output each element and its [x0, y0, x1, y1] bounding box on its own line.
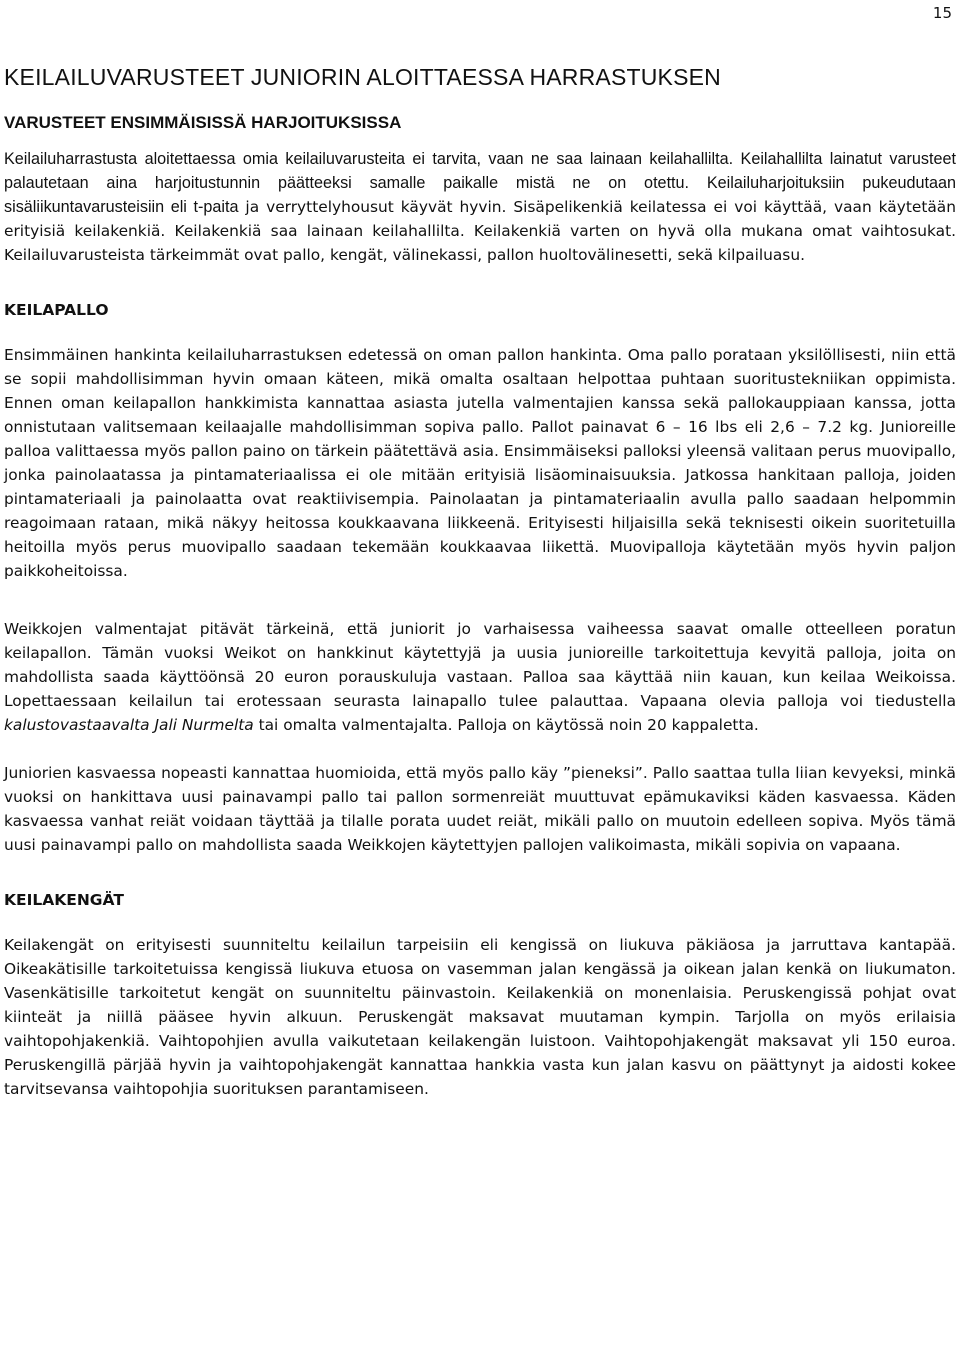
intro-text-part2: ja verryttelyhousut käyvät hyvin. Sisäpelikenkiä keilatessa ei voi käyttää, vaan käytetään erityisiä keilakenkiä. Keilakenkiä saa lainaan keilahallilta. Keilakenkiä varten on hyvä olla mukana omat vaihtosukat. Keilailuvarusteista tärkeimmät ovat pallo, kengät, välinekassi, pallon huoltovälinesetti, sekä kilpailuasu.: [4, 198, 956, 264]
heading-keilapallo: KEILAPALLO: [4, 301, 109, 319]
shoes-paragraph-1: Keilakengät on erityisesti suunniteltu keilailun tarpeisiin eli kengissä on liukuva päkiäosa ja jarruttava kantapää. Oikeakätisille tarkoitetuissa kengissä liukuva etuosa on vasemman jalan kengässä ja oikean jalan kenkä on liukumaton. Vasenkätisille tarkoitetut kengät on suunniteltu päinvastoin. Keilakenkiä on monenlaisia. Peruskengissä pohjat ovat kiinteät ja niillä pääsee hyvin alkuun. Peruskengät maksavat muutaman kympin. Tarjolla on myös erilaisia vaihtopohjakenkiä. Vaihtopohjien avulla vaikutetaan keilakengän luistoon. Vaihtopohjakengät maksavat yli 150 euroa. Peruskengillä pärjää hyvin ja vaihtopohjakengät kannattaa hankkia vasta kun jalan kasvu on päättynyt ja aidosti kokee tarvitsevansa vaihtopohjia suorituksen parantamiseen.: [4, 936, 956, 1098]
page-number: 15: [932, 4, 952, 22]
ball-paragraph-3: Juniorien kasvaessa nopeasti kannattaa huomioida, että myös pallo käy ”pieneksi”. Pallo saattaa tulla liian kevyeksi, minkä vuoksi on hankittava uusi painavampi pallo tai pallon sormenreiät muuttuvat epämukaviksi käden kasvaessa. Käden kasvaessa vanhat reiät voidaan täyttää ja tilalle porata uudet reiät, mikäli pallo on muutoin edelleen sopiva. Myös tämä uusi painavampi pallo on mahdollista saada Weikkojen käytettyjen pallojen valikoimasta, mikäli sopivia on vapaana.: [4, 764, 956, 854]
heading-keilakengat: KEILAKENGÄT: [4, 891, 124, 909]
intro-text-part1: Keilailuharrastusta aloitettaessa omia keilailuvarusteita ei tarvita, vaan ne saa lainaan keilahallilta. Keilahallilta lainatut varusteet palautetaan aina harjoitustunnin päätteeksi samalle paikalle mistä ne on otettu. Keilailuharjoituksiin pukeudutaan sisäliikuntavarusteisiin eli t-paita: [4, 150, 956, 216]
document-body: [4, 64, 956, 1125]
intro-paragraph: [4, 147, 956, 267]
ball-paragraph-1: Ensimmäinen hankinta keilailuharrastuksen edetessä on oman pallon hankinta. Oma pallo porataan yksilöllisesti, niin että se sopii mahdollisimman hyvin omaan käteen, mikä omalta osaltaan helpottaa puhtaan suoritustekniikan oppimista. Ennen oman keilapallon hankkimista kannattaa asiasta jutella valmentajien kanssa sekä pallokauppiaan kanssa, jotta onnistutaan valitsemaan keilaajalle mahdollisimman sopiva pallo. Pallot painavat 6 – 16 lbs eli 2,6 – 7.2 kg. Junioreille palloa valittaessa myös pallon paino on tärkein päätettävä asia. Ensimmäiseksi palloksi yleensä valitaan perus muovipallo, jonka painolaatassa ja pintamateriaalissa ei ole mitään erityisiä lisäominaisuuksia. Jatkossa hankitaan palloja, joiden pintamateriaali ja painolaatta ovat reaktiivisempia. Painolaatan ja pintamateriaalin avulla pallo saadaan helpommin reagoimaan rataan, mikä näkyy heitossa koukkaavana liikkeenä. Erityisesti hiljaisilla sekä teknisesti oikein suoritetuilla heitoilla myös perus muovipallo saadaan tekemään koukkaavaa liikettä. Muovipalloja käytetään myös hyvin paljon paikkoheitoissa.: [4, 346, 956, 580]
ball-paragraph-2: [4, 617, 956, 737]
ball-paragraph-2-text: Weikkojen valmentajat pitävät tärkeinä, että juniorit jo varhaisessa vaiheessa saavat omalle otteelleen poratun keilapallon. Tämän vuoksi Weikot on hankkinut käytettyjä ja uusia junioreille tarkoitettuja kevyitä palloja, joita on mahdollista saada käyttöönsä 20 euron porauskuluja vastaan. Palloa saa käyttää niin kauan, kun keilaa Weikoissa. Lopettaessaan keilailun tai erotessaan seurasta lainapallo tulee palauttaa. Vapaana olevia palloja voi tiedustella: [4, 620, 956, 710]
page-title: KEILAILUVARUSTEET JUNIORIN ALOITTAESSA HARRASTUKSEN: [4, 64, 721, 90]
section-subtitle: VARUSTEET ENSIMMÄISISSÄ HARJOITUKSISSA: [4, 113, 402, 132]
ball-paragraph-2-emphasis: kalustovastaavalta Jali Nurmelta: [4, 716, 254, 734]
ball-paragraph-2-tail: tai omalta valmentajalta. Palloja on käytössä noin 20 kappaletta.: [253, 716, 759, 734]
